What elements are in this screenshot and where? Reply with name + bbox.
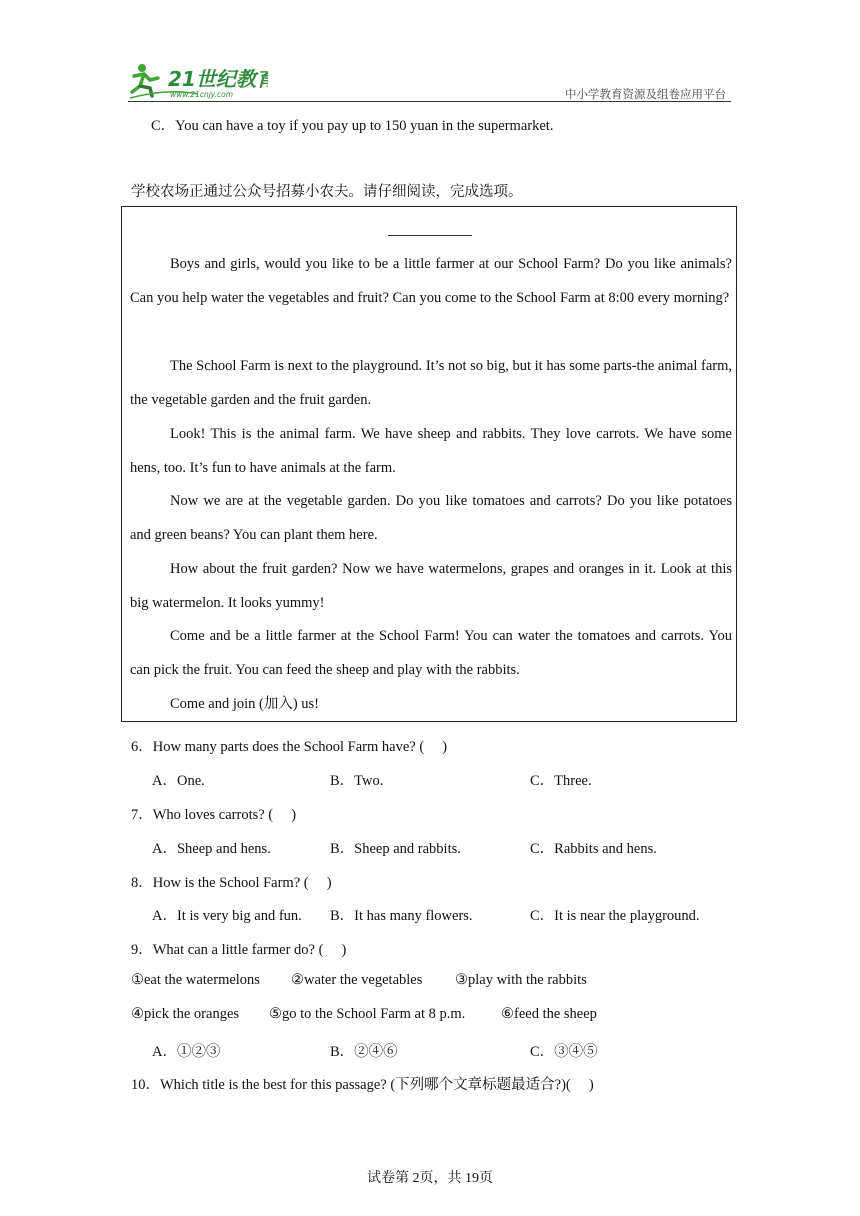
q9-item: ②water the vegetables (291, 972, 423, 988)
passage-paragraph: Boys and girls, would you like to be a little farmer at our School Farm? Do you like animals? Can you help water the vegetables and fruit? Can you come to the School Farm at 8:00 every morning? (130, 256, 732, 306)
q9-item: ⑤go to the School Farm at 8 p.m. (269, 1006, 466, 1022)
logo-text: 21世纪教育 (168, 67, 268, 91)
logo-url: www.21cnjy.com (170, 90, 234, 99)
passage-paragraph: How about the fruit garden? Now we have watermelons, grapes and oranges in it. Look at this big watermelon. It looks yummy! (130, 561, 732, 611)
question-6: 6．How many parts does the School Farm have? ( ) (131, 739, 448, 755)
q9-item: ⑥feed the sheep (501, 1006, 597, 1022)
question-9: 9．What can a little farmer do? ( ) (131, 942, 347, 958)
q9-item: ③play with the rabbits (455, 972, 587, 988)
q8-option-c[interactable]: C．It is near the playground. (530, 908, 700, 924)
passage-paragraph: The School Farm is next to the playground. It’s not so big, but it has some parts-the animal farm, the vegetable garden and the fruit garden. (130, 358, 732, 408)
q6-option-c[interactable]: C．Three. (530, 773, 592, 789)
q7-option-c[interactable]: C．Rabbits and hens. (530, 841, 657, 857)
passage-paragraph: Come and be a little farmer at the School Farm! You can water the tomatoes and carrots. You can pick the fruit. You can feed the sheep and play with the rabbits. (130, 628, 732, 678)
q7-option-a[interactable]: A．Sheep and hens. (152, 841, 271, 857)
passage-box (121, 206, 737, 722)
reading-intro: 学校农场正通过公众号招募小农夫。请仔细阅读，完成选项。 (131, 184, 523, 200)
q9-item: ④pick the oranges (131, 1006, 240, 1022)
previous-option-c: C．You can have a toy if you pay up to 150 yuan in the supermarket. (151, 118, 554, 134)
platform-label: 中小学教育资源及组卷应用平台 (565, 87, 726, 101)
passage-paragraph: Look! This is the animal farm. We have sheep and rabbits. They love carrots. We have some hens, too. It’s fun to have animals at the farm. (130, 426, 732, 476)
passage-paragraph: Now we are at the vegetable garden. Do you like tomatoes and carrots? Do you like potatoes and green beans? You can plant them here. (130, 493, 732, 543)
passage-paragraph: Come and join (加入) us! (170, 696, 320, 712)
q9-option-b[interactable]: B．②④⑥ (330, 1044, 398, 1060)
q7-option-b[interactable]: B．Sheep and rabbits. (330, 841, 461, 857)
q8-option-a[interactable]: A．It is very big and fun. (152, 908, 302, 924)
runner-logo-icon (128, 62, 268, 100)
question-10: 10．Which title is the best for this passage? (下列哪个文章标题最适合?)( ) (131, 1077, 594, 1093)
q9-option-c[interactable]: C．③④⑤ (530, 1044, 598, 1060)
page-footer: 试卷第 2页，共 19页 (367, 1171, 493, 1186)
q9-item: ①eat the watermelons (131, 972, 260, 988)
title-blank-line (388, 235, 472, 236)
logo (128, 62, 268, 100)
header-divider (128, 101, 731, 102)
q6-option-b[interactable]: B．Two. (330, 773, 384, 789)
question-8: 8．How is the School Farm? ( ) (131, 875, 332, 891)
q6-option-a[interactable]: A．One. (152, 773, 205, 789)
q8-option-b[interactable]: B．It has many flowers. (330, 908, 473, 924)
q9-option-a[interactable]: A．①②③ (152, 1044, 221, 1060)
question-7: 7．Who loves carrots? ( ) (131, 807, 297, 823)
